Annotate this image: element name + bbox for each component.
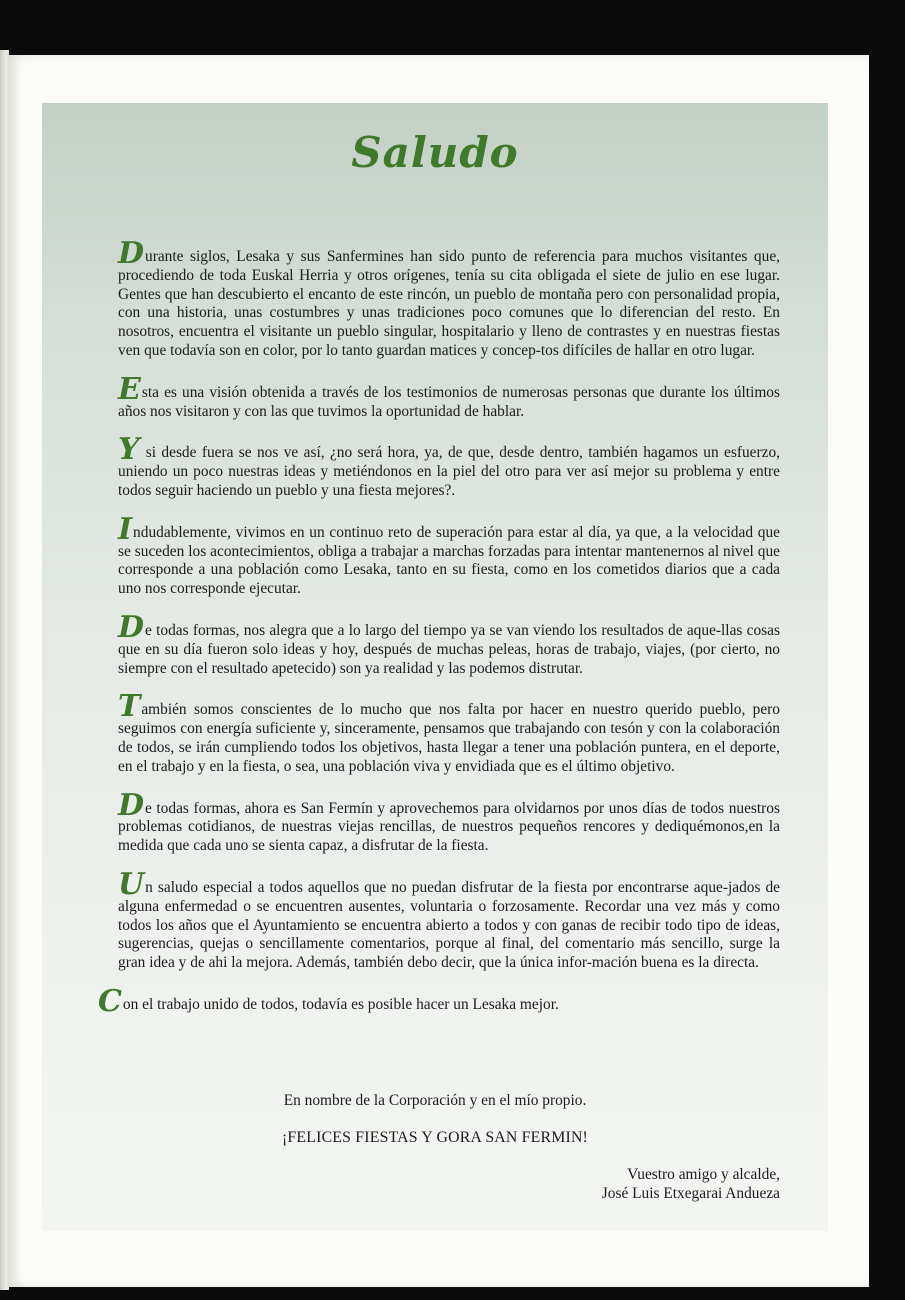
drop-cap: I [118,511,133,547]
paragraph-text: ambién somos conscientes de lo mucho que nos falta por hacer en nuestro querido pueblo, pero seguimos con energía suficiente y, sinceramente, pensamos que trabajando con tesón y con la colaboración de todos, se irán cumpliendo todos los objetivos, hasta llegar a tener una población puntera, en el deporte, en el trabajo y en la fiesta, o sea, una población viva y envidiada que es el último objetivo. [118,701,780,775]
paragraph [98,689,780,776]
paragraph [98,609,780,678]
drop-cap: D [118,236,145,271]
paragraph [98,866,780,973]
drop-cap: T [118,689,141,725]
paragraph-text: si desde fuera se nos ve así, ¿no será hora, ya, de que, desde dentro, también hagamos un esfuerzo, uniendo un poco nuestras ideas y metiéndonos en la piel del otro para ver así mejor su problema y entre todos seguir haciendo un pueblo y una fiesta mejores?. [118,444,780,499]
paragraph-text: urante siglos, Lesaka y sus Sanfermines han sido punto de referencia para muchos visitantes que, procediendo de toda Euskal Herria y otros orígenes, tenía su cita obligada el siete de julio en ese lugar. Gentes que han descubierto el encanto de este rincón, un pueblo de montaña pero con personalidad propia, con una historia, unas costumbres y unas tradiciones poco comunes que lo diferencian del resto. En nosotros, encuentra el visitante un pueblo singular, hospitalario y lleno de contrastes y en nuestras fiestas ven que todavía son en color, por lo tanto guardan matices y concep-tos difíciles de hallar en otro lugar. [118,248,780,359]
drop-cap: D [118,609,145,645]
paragraph [98,511,780,599]
page-title: Saludo [351,128,519,177]
drop-cap: E [118,371,141,407]
paragraph-text: ndudablemente, vivimos en un continuo reto de superación para estar al día, ya que, a la velocidad que se suceden los acontecimientos, obliga a trabajar a marchas forzadas para intentar mantenernos al nivel que corresponde a una población como Lesaka, tanto en su fiesta, como en los cometidos diarios que a cada uno nos corresponde ejecutar. [118,523,780,598]
paragraph [98,432,780,500]
paragraph-text: e todas formas, nos alegra que a lo largo del tiempo ya se van viendo los resultados de aque-llas cosas que en su día fueron solo ideas y hoy, después de muchas peleas, horas de trabajo, viajes, (por cierto, no siempre con el resultado apetecido) son ya realidad y las podemos distrutar. [118,621,780,677]
paragraph [98,983,780,1019]
signature-name: José Luis Etxegarai Andueza [601,1185,780,1202]
paragraph-text: sta es una visión obtenida a través de los testimonios de numerosas personas que durante los últimos años nos visitaron y con las que tuvimos la oportunidad de hablar. [118,383,780,420]
right-scan-border [887,55,905,1300]
letter-body [98,236,780,1033]
paragraph [98,371,780,422]
paragraph [98,787,780,856]
drop-cap: D [118,787,145,823]
drop-cap: Y [118,432,140,468]
paragraph-text: on el trabajo unido de todos, todavía es posible hacer un Lesaka mejor. [122,995,559,1013]
festive-exclamation: ¡FELICES FIESTAS Y GORA SAN FERMIN! [281,1129,589,1146]
paragraph-text: e todas formas, ahora es San Fermín y aprovechemos para olvidarnos por unos días de todos nuestros problemas cotidianos, de nuestras viejas rencillas, de nuestros pequeños rencores y dediquémonos,en la medida que cada uno se sienta capaz, a disfrutar de la fiesta. [118,799,780,855]
drop-cap: C [98,983,122,1019]
signature-salutation: Vuestro amigo y alcalde, [627,1166,780,1183]
paragraph-text: n saludo especial a todos aquellos que no puedan disfrutar de la fiesta por encontrarse aque-jados de alguna enfermedad o se encuentren ausentes, voluntaria o forzosamente. Recordar una vez más y como todos los años que el Ayuntamiento se encuentra abierto a todos y con ganas de recibir todo tipo de ideas, sugerencias, quejas o sencillamente comentarios, porque al final, del comentario más sencillo, surge la gran idea y de ahi la mejora. Además, también debo decir, que la única infor-mación buena es la directa. [118,878,780,972]
closing-line: En nombre de la Corporación y en el mío propio. [283,1092,587,1109]
signature-block [602,1165,780,1203]
drop-cap: U [118,866,145,902]
left-page-edge [0,50,9,1290]
paragraph [98,236,780,361]
